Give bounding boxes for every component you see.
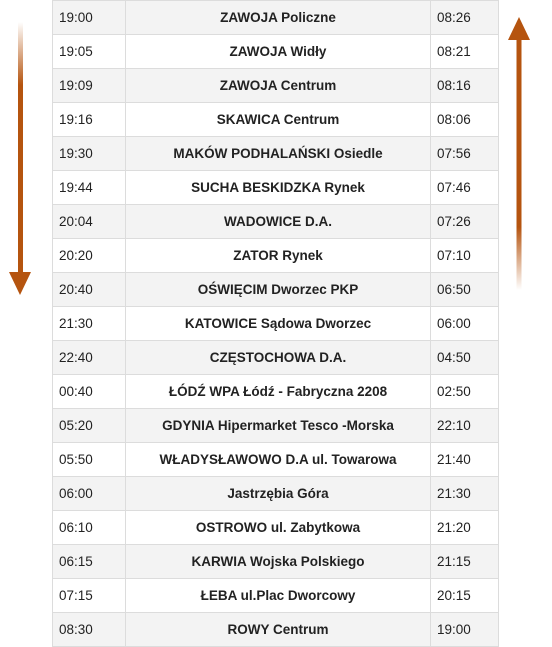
timetable [52, 0, 499, 647]
departure-time: 19:09 [53, 69, 126, 103]
stop-name: OSTROWO ul. Zabytkowa [126, 511, 431, 545]
stop-name: SKAWICA Centrum [126, 103, 431, 137]
table-row [53, 205, 499, 239]
table-row [53, 35, 499, 69]
return-time: 07:56 [431, 137, 499, 171]
return-time: 21:30 [431, 477, 499, 511]
table-row [53, 477, 499, 511]
departure-time: 20:40 [53, 273, 126, 307]
stop-name: CZĘSTOCHOWA D.A. [126, 341, 431, 375]
table-row [53, 443, 499, 477]
departure-time: 08:30 [53, 613, 126, 647]
departure-time: 05:50 [53, 443, 126, 477]
table-row [53, 171, 499, 205]
departure-time: 20:20 [53, 239, 126, 273]
return-direction [500, 0, 540, 646]
departure-time: 22:40 [53, 341, 126, 375]
return-time: 08:16 [431, 69, 499, 103]
departure-time: 21:30 [53, 307, 126, 341]
stop-name: ZAWOJA Widły [126, 35, 431, 69]
stop-name: ZAWOJA Centrum [126, 69, 431, 103]
stop-name: ŁEBA ul.Plac Dworcowy [126, 579, 431, 613]
return-time: 08:26 [431, 1, 499, 35]
table-row [53, 1, 499, 35]
table-row [53, 613, 499, 647]
return-time: 07:10 [431, 239, 499, 273]
stop-name: KARWIA Wojska Polskiego [126, 545, 431, 579]
stop-name: ZAWOJA Policzne [126, 1, 431, 35]
departure-time: 19:30 [53, 137, 126, 171]
table-row [53, 239, 499, 273]
arrow-down-icon [0, 0, 40, 646]
departure-time: 06:10 [53, 511, 126, 545]
departure-time: 07:15 [53, 579, 126, 613]
table-row [53, 511, 499, 545]
return-time: 04:50 [431, 341, 499, 375]
table-row [53, 307, 499, 341]
departure-time: 06:15 [53, 545, 126, 579]
return-time: 20:15 [431, 579, 499, 613]
departure-time: 19:00 [53, 1, 126, 35]
departure-time: 20:04 [53, 205, 126, 239]
stop-name: ROWY Centrum [126, 613, 431, 647]
arrow-up-icon [500, 0, 540, 646]
stop-name: OŚWIĘCIM Dworzec PKP [126, 273, 431, 307]
departure-time: 19:16 [53, 103, 126, 137]
table-row [53, 341, 499, 375]
departure-time: 19:05 [53, 35, 126, 69]
stop-name: ZATOR Rynek [126, 239, 431, 273]
departure-time: 19:44 [53, 171, 126, 205]
return-time: 22:10 [431, 409, 499, 443]
return-time: 21:15 [431, 545, 499, 579]
return-time: 02:50 [431, 375, 499, 409]
return-time: 07:46 [431, 171, 499, 205]
stop-name: ŁÓDŹ WPA Łódź - Fabryczna 2208 [126, 375, 431, 409]
table-row [53, 579, 499, 613]
return-time: 07:26 [431, 205, 499, 239]
return-time: 08:21 [431, 35, 499, 69]
departure-time: 06:00 [53, 477, 126, 511]
return-time: 08:06 [431, 103, 499, 137]
stop-name: MAKÓW PODHALAŃSKI Osiedle [126, 137, 431, 171]
departure-time: 00:40 [53, 375, 126, 409]
outbound-direction [0, 0, 40, 646]
return-time: 19:00 [431, 613, 499, 647]
table-row [53, 375, 499, 409]
table-row [53, 409, 499, 443]
return-time: 21:40 [431, 443, 499, 477]
stop-name: WŁADYSŁAWOWO D.A ul. Towarowa [126, 443, 431, 477]
return-time: 21:20 [431, 511, 499, 545]
departure-time: 05:20 [53, 409, 126, 443]
stop-name: GDYNIA Hipermarket Tesco -Morska [126, 409, 431, 443]
stop-name: WADOWICE D.A. [126, 205, 431, 239]
table-row [53, 137, 499, 171]
table-row [53, 545, 499, 579]
stop-name: Jastrzębia Góra [126, 477, 431, 511]
return-time: 06:00 [431, 307, 499, 341]
return-time: 06:50 [431, 273, 499, 307]
table-row [53, 273, 499, 307]
table-row [53, 103, 499, 137]
stop-name: KATOWICE Sądowa Dworzec [126, 307, 431, 341]
stop-name: SUCHA BESKIDZKA Rynek [126, 171, 431, 205]
table-row [53, 69, 499, 103]
